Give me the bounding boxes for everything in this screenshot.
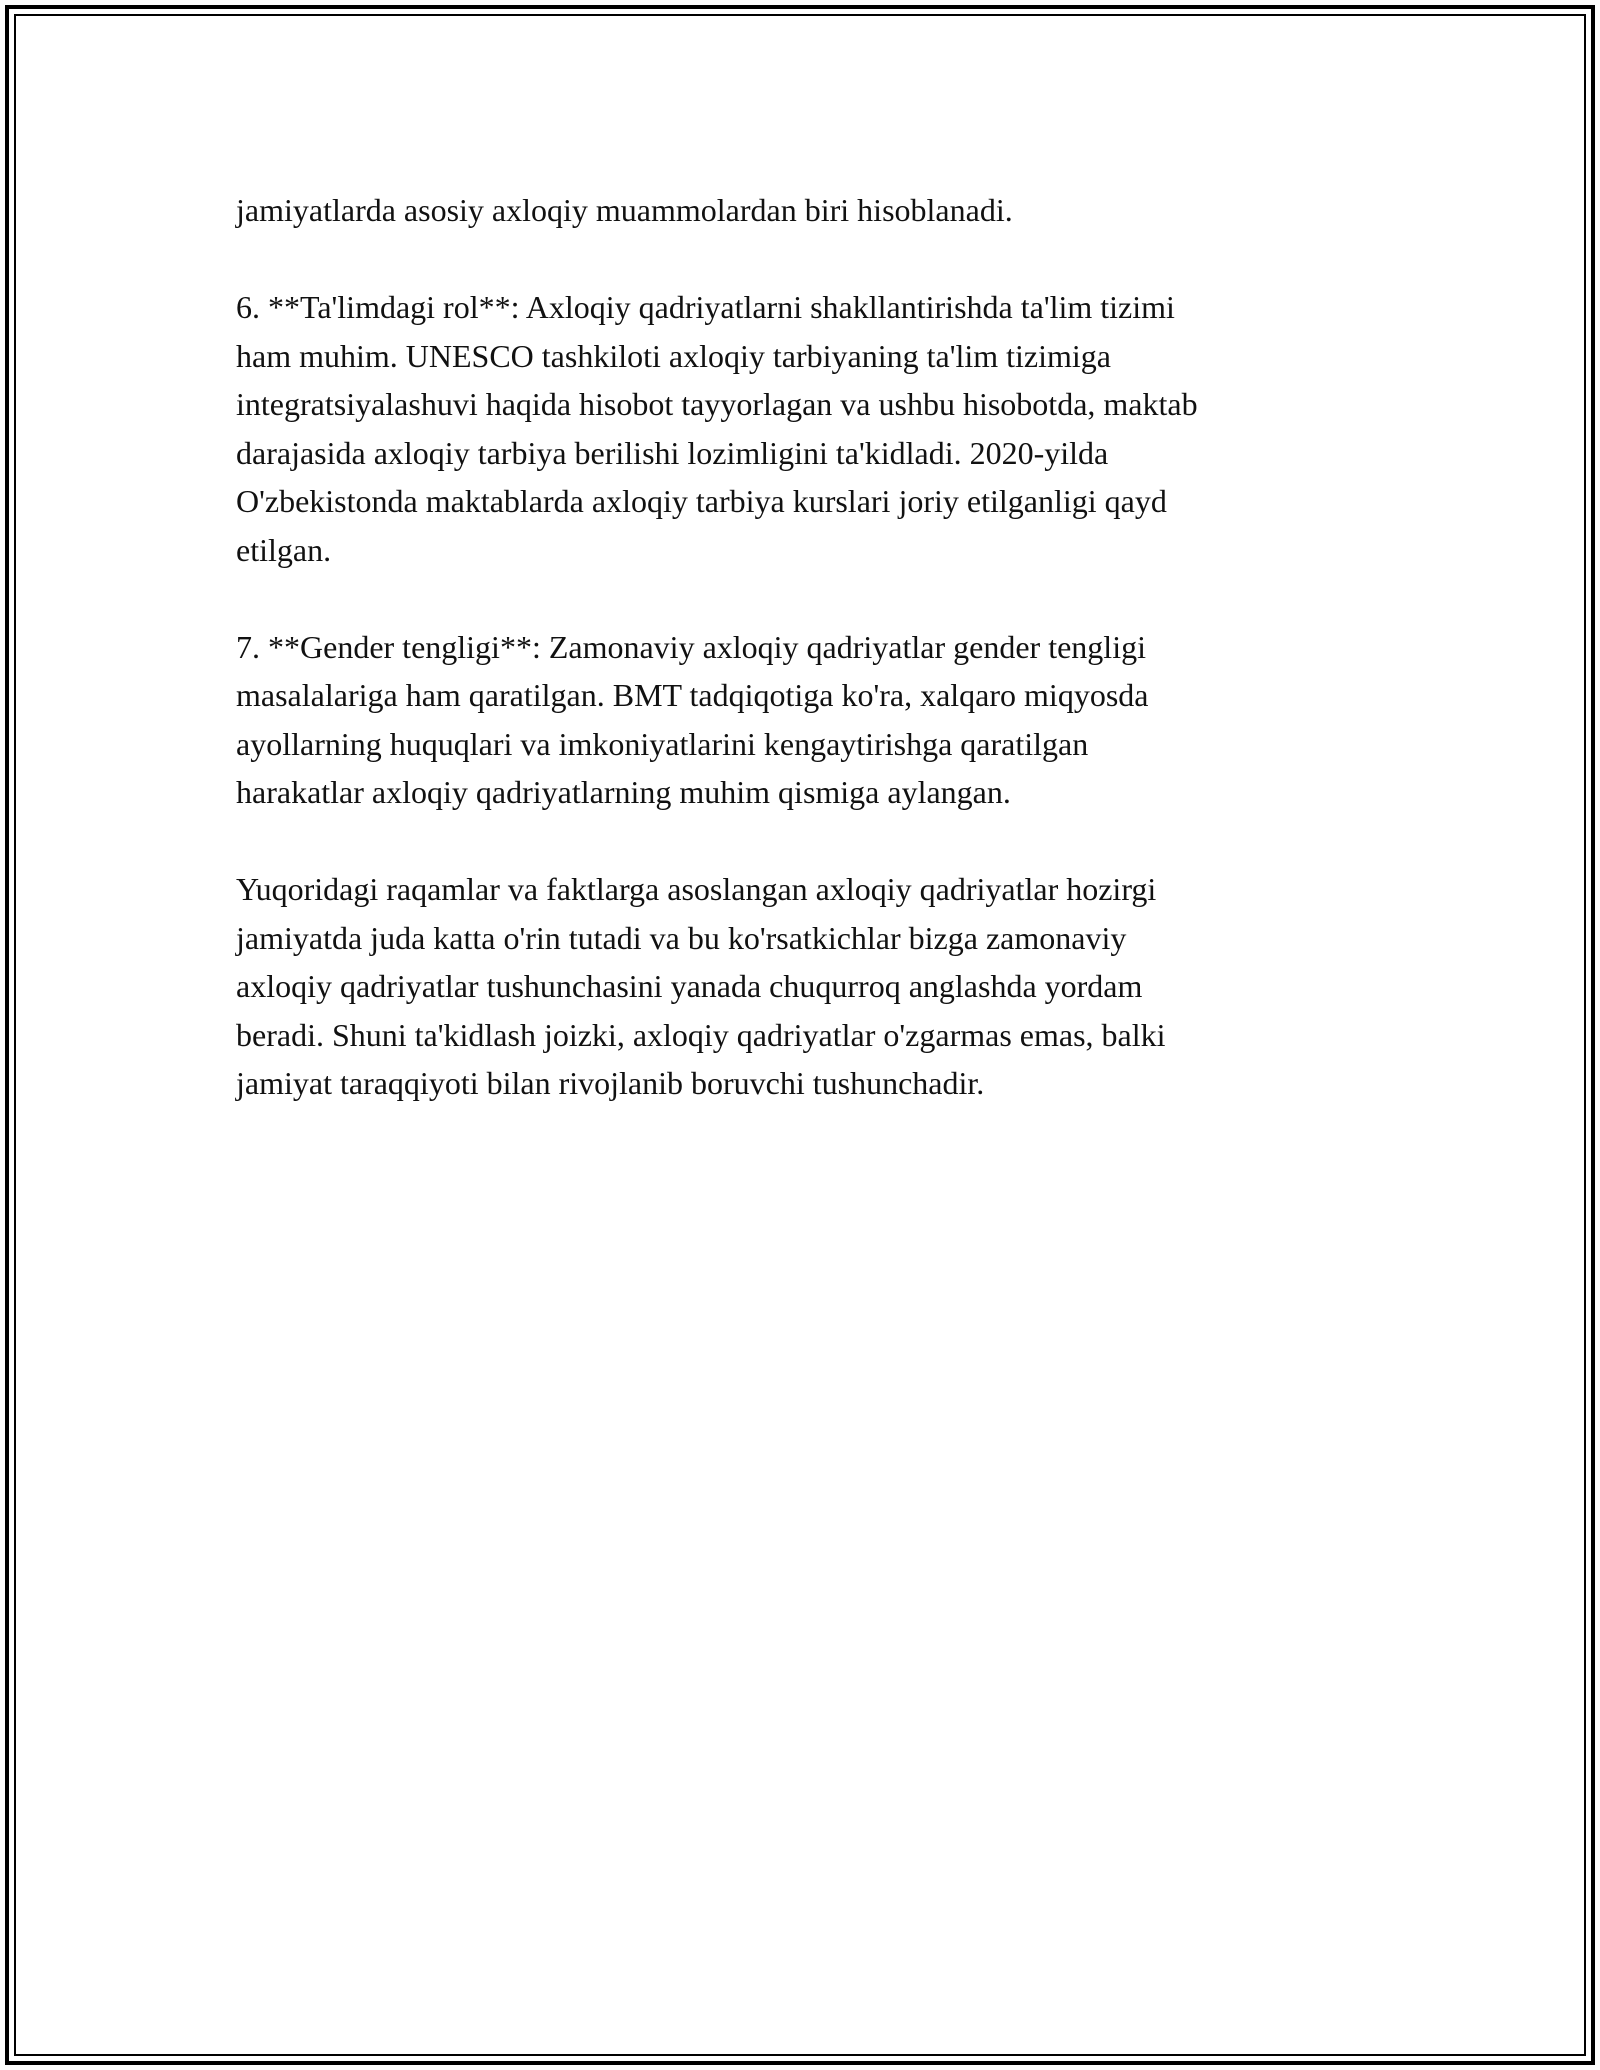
paragraph-conclusion: Yuqoridagi raqamlar va faktlarga asoslangan axloqiy qadriyatlar hozirgi jamiyatda juda katta o'rin tutadi va bu ko'rsatkichlar bizga zamonaviy axloqiy qadriyatlar tushunchasini yanada chuqurroq anglashda yordam beradi. Shuni ta'kidlash joizki, axloqiy qadriyatlar o'zgarmas emas, balki jamiyat taraqqiyoti bilan rivojlanib boruvchi tushunchadir. — [236, 871, 1166, 1101]
paragraph-item-6: 6. **Ta'limdagi rol**: Axloqiy qadriyatlarni shakllantirishda ta'lim tizimi ham muhim. UNESCO tashkiloti axloqiy tarbiyaning ta'lim tizimiga integratsiyalashuvi haqida hisobot tayyorlagan va ushbu hisobotda, maktab darajasida axloqiy tarbiya berilishi lozimligini ta'kidladi. 2020-yilda O'zbekistonda maktablarda axloqiy tarbiya kurslari joriy etilganligi qayd etilgan. — [236, 289, 1198, 568]
document-body — [236, 186, 1364, 1156]
paragraph-item-7: 7. **Gender tengligi**: Zamonaviy axloqiy qadriyatlar gender tengligi masalalariga ham qaratilgan. BMT tadqiqotiga ko'ra, xalqaro miqyosda ayollarning huquqlari va imkoniyatlarini kengaytirishga qaratilgan harakatlar axloqiy qadriyatlarning muhim qismiga aylangan. — [236, 628, 1149, 810]
paragraph-continuation: jamiyatlarda asosiy axloqiy muammolardan biri hisoblanadi. — [236, 192, 1013, 228]
